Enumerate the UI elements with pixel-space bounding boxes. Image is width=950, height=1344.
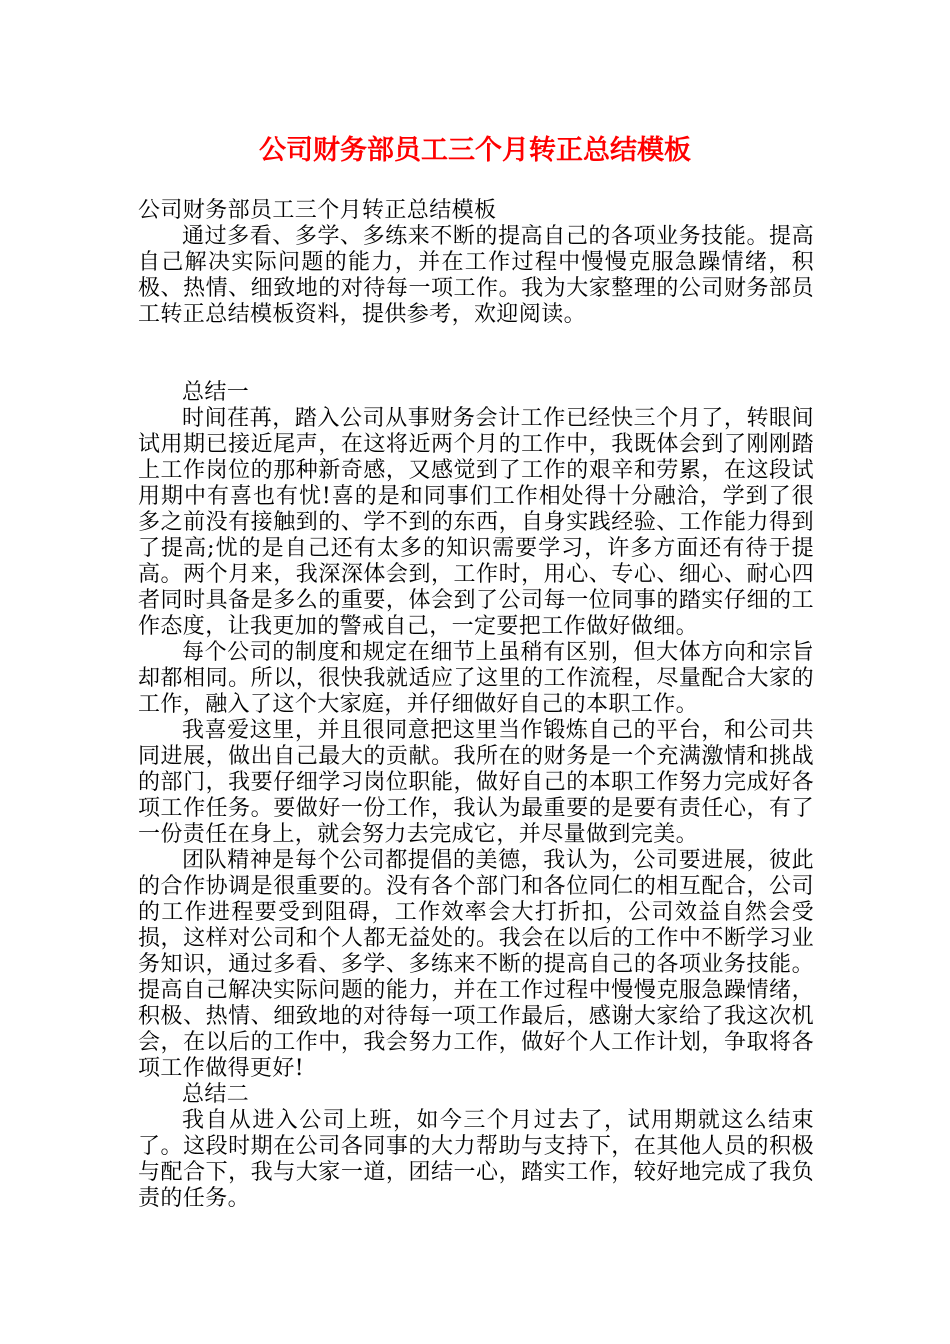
section-heading: 总结一 xyxy=(182,380,250,405)
doc-heading: 公司财务部员工三个月转正总结模板 xyxy=(138,198,497,223)
document-body xyxy=(138,198,814,1212)
body-paragraph: 每个公司的制度和规定在细节上虽稍有区别，但大体方向和宗旨却都相同。所以，很快我就适应了这里的工作流程，尽量配合大家的工作，融入了这个大家庭，并仔细做好自己的本职工作。 xyxy=(138,640,814,717)
section-spacer xyxy=(138,328,814,380)
body-paragraph: 时间荏苒，踏入公司从事财务会计工作已经快三个月了，转眼间试用期已接近尾声，在这将近两个月的工作中，我既体会到了刚刚踏上工作岗位的那种新奇感，又感觉到了工作的艰辛和劳累，在这段试用期中有喜也有忧!喜的是和同事们工作相处得十分融洽，学到了很多之前没有接触到的、学不到的东西，自身实践经验、工作能力得到了提高;忧的是自己还有太多的知识需要学习，许多方面还有待于提高。两个月来，我深深体会到，工作时，用心、专心、细心、耐心四者同时具备是多么的重要，体会到了公司每一位同事的踏实仔细的工作态度，让我更加的警戒自己，一定要把工作做好做细。 xyxy=(138,406,814,639)
body-paragraph: 团队精神是每个公司都提倡的美德，我认为，公司要进展，彼此的合作协调是很重要的。没有各个部门和各位同仁的相互配合，公司的工作进程要受到阻碍，工作效率会大打折扣，公司效益自然会受损，这样对公司和个人都无益处的。我会在以后的工作中不断学习业务知识，通过多看、多学、多练来不断的提高自己的各项业务技能。提高自己解决实际问题的能力，并在工作过程中慢慢克服急躁情绪，积极、热情、细致地的对待每一项工作最后，感谢大家给了我这次机会，在以后的工作中，我会努力工作，做好个人工作计划，争取将各项工作做得更好! xyxy=(138,848,814,1081)
document-title: 公司财务部员工三个月转正总结模板 xyxy=(259,135,691,166)
section-heading: 总结二 xyxy=(182,1082,250,1107)
body-paragraph: 我喜爱这里，并且很同意把这里当作锻炼自己的平台，和公司共同进展，做出自己最大的贡献。我所在的财务是一个充满激情和挑战的部门，我要仔细学习岗位职能，做好自己的本职工作努力完成好各项工作任务。要做好一份工作，我认为最重要的是要有责任心，有了一份责任在身上，就会努力去完成它，并尽量做到完美。 xyxy=(138,718,814,847)
body-paragraph: 我自从进入公司上班，如今三个月过去了，试用期就这么结束了。这段时期在公司各同事的大力帮助与支持下，在其他人员的积极与配合下，我与大家一道，团结一心，踏实工作，较好地完成了我负责的任务。 xyxy=(138,1108,814,1211)
intro-paragraph: 通过多看、多学、多练来不断的提高自己的各项业务技能。提高自己解决实际问题的能力，并在工作过程中慢慢克服急躁情绪，积极、热情、细致地的对待每一项工作。我为大家整理的公司财务部员工转正总结模板资料，提供参考，欢迎阅读。 xyxy=(138,224,814,327)
